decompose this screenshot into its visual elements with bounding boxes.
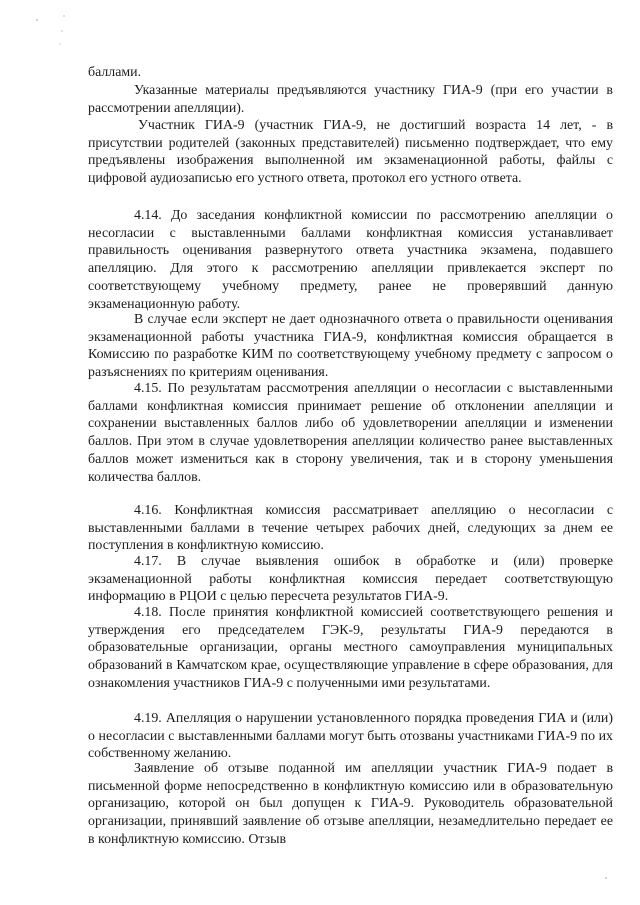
- paragraph-expert-unclear: В случае если эксперт не дает однозначного ответа о правильности оценивания экзаменационной работы участника ГИА-9, конфликтная комиссия обращается в Комиссию по разработке КИМ по соответствующему учебному предмету с запросом о разъяснениях по критериям оценивания.: [88, 312, 613, 381]
- paragraph-continuation: баллами.: [88, 65, 142, 80]
- scan-speck: [63, 15, 64, 16]
- paragraph-4-16: 4.16. Конфликтная комиссия рассматривает апелляцию о несогласии с выставленными баллами в течение четырех рабочих дней, следующих за днем ее поступления в конфликтную комиссию.: [88, 503, 613, 554]
- paragraph-participant-confirmation: Участник ГИА-9 (участник ГИА-9, не достигший возраста 14 лет, - в присутствии родителей (законных представителей) письменно подтверждает, что ему предъявлены изображения выполненной им экзаменационной работы, файлы с цифровой аудиозаписью его устного ответа, протокол его устного ответа.: [88, 118, 613, 187]
- scan-speck: [59, 43, 60, 44]
- paragraph-materials: Указанные материалы предъявляются участнику ГИА-9 (при его участии в рассмотрении апелляции).: [88, 83, 613, 116]
- paragraph-withdrawal: Заявление об отзыве поданной им апелляции участник ГИА-9 подает в письменной форме непосредственно в конфликтную комиссию или в образовательную организацию, которой он был допущен к ГИА-9. Руководитель образовательной организации, принявший заявление об отзыве апелляции, незамедлительно передает ее в конфликтную комиссию. Отзыв: [88, 761, 613, 847]
- scan-speck: [61, 30, 62, 31]
- scan-speck: [36, 19, 38, 21]
- paragraph-4-17: 4.17. В случае выявления ошибок в обработке и (или) проверке экзаменационной работы конфликтная комиссия передает соответствующую информацию в РЦОИ с целью пересчета результатов ГИА-9.: [88, 554, 613, 605]
- paragraph-4-14: 4.14. До заседания конфликтной комиссии по рассмотрению апелляции о несогласии с выставленными баллами конфликтная комиссия устанавливает правильность оценивания развернутого ответа участника экзамена, подавшего апелляцию. Для этого к рассмотрению апелляции привлекается эксперт по соответствующему учебному предмету, ранее не проверявший данную экзаменационную работу.: [88, 208, 613, 312]
- scan-speck: [605, 877, 607, 879]
- paragraph-4-18: 4.18. После принятия конфликтной комиссией соответствующего решения и утверждения его председателем ГЭК-9, результаты ГИА-9 передаются в образовательные организации, органы местного самоуправления муниципальных образований в Камчатском крае, осуществляющие управление в сфере образования, для ознакомления участников ГИА-9 с полученными ими результатами.: [88, 605, 613, 691]
- paragraph-4-19: 4.19. Апелляция о нарушении установленного порядка проведения ГИА и (или) о несогласии с выставленными баллами могут быть отозваны участниками ГИА-9 по их собственному желанию.: [88, 711, 613, 762]
- paragraph-4-15: 4.15. По результатам рассмотрения апелляции о несогласии с выставленными баллами конфликтная комиссия принимает решение об отклонении апелляции и сохранении выставленных баллов либо об удовлетворении апелляции и изменении баллов. При этом в случае удовлетворения апелляции количество ранее выставленных баллов может измениться как в сторону увеличения, так и в сторону уменьшения количества баллов.: [88, 381, 613, 485]
